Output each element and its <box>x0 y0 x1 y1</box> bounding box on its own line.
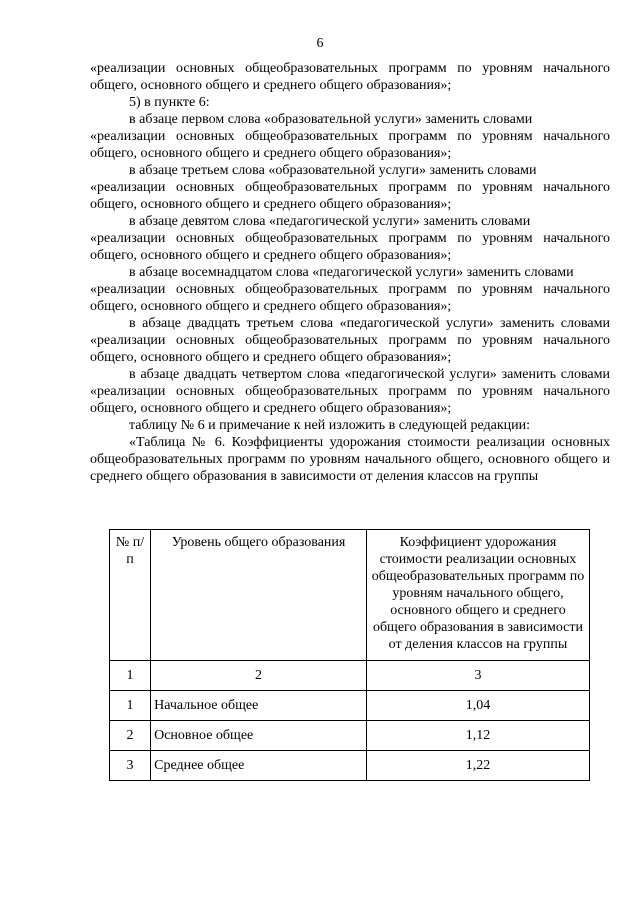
paragraph: «реализации основных общеобразовательных программ по уровням начального общего, основного общего и среднего общего образования»; <box>90 180 610 212</box>
paragraph: в абзаце девятом слова «педагогической услуги» заменить словами <box>129 214 531 229</box>
table-row <box>110 721 590 751</box>
column-number-cell: 2 <box>151 661 367 691</box>
paragraph: 5) в пункте 6: <box>129 95 210 110</box>
paragraph: «реализации основных общеобразовательных программ по уровням начального общего, основного общего и среднего общего образования»; <box>90 61 610 93</box>
paragraph: в абзаце двадцать четвертом слова «педагогической услуги» заменить словами «реализации основных общеобразовательных программ по уровням начального общего, основного общего и среднего общего образования»; <box>90 367 610 416</box>
header-num: № п/п <box>110 530 151 661</box>
paragraph: в абзаце третьем слова «образовательной услуги» заменить словами <box>129 163 537 178</box>
column-number-row <box>110 661 590 691</box>
paragraph: «реализации основных общеобразовательных программ по уровням начального общего, основного общего и среднего общего образования»; <box>90 129 610 161</box>
row-coef: 1,22 <box>366 751 589 781</box>
paragraph: таблицу № 6 и примечание к ней изложить в следующей редакции: <box>129 418 531 433</box>
document-body <box>90 60 610 485</box>
header-coef: Коэффициент удорожания стоимости реализации основных общеобразовательных программ по уровням начального общего, основного общего и среднего общего образования в зависимости от деления классов на группы <box>366 530 589 661</box>
paragraph: в абзаце восемнадцатом слова «педагогической услуги» заменить словами <box>129 265 574 280</box>
table-caption: «Таблица № 6. Коэффициенты удорожания стоимости реализации основных общеобразовательных программ по уровням начального общего, основного общего и среднего общего образования в зависимости от деления классов на группы <box>90 435 610 484</box>
row-num: 2 <box>110 721 151 751</box>
row-coef: 1,12 <box>366 721 589 751</box>
row-level: Среднее общее <box>151 751 367 781</box>
row-level: Основное общее <box>151 721 367 751</box>
page-number: 6 <box>316 36 324 51</box>
row-coef: 1,04 <box>366 691 589 721</box>
paragraph: в абзаце первом слова «образовательной услуги» заменить словами <box>129 112 533 127</box>
table-row <box>110 751 590 781</box>
column-number-cell: 1 <box>110 661 151 691</box>
header-level: Уровень общего образования <box>151 530 367 661</box>
coefficient-table <box>109 529 590 781</box>
paragraph: «реализации основных общеобразовательных программ по уровням начального общего, основного общего и среднего общего образования»; <box>90 231 610 263</box>
paragraph: «реализации основных общеобразовательных программ по уровням начального общего, основного общего и среднего общего образования»; <box>90 282 610 314</box>
paragraph: в абзаце двадцать третьем слова «педагогической услуги» заменить словами «реализации основных общеобразовательных программ по уровням начального общего, основного общего и среднего общего образования»; <box>90 316 610 365</box>
column-number-cell: 3 <box>366 661 589 691</box>
table-header-row <box>110 530 590 661</box>
row-level: Начальное общее <box>151 691 367 721</box>
table-row <box>110 691 590 721</box>
row-num: 1 <box>110 691 151 721</box>
row-num: 3 <box>110 751 151 781</box>
